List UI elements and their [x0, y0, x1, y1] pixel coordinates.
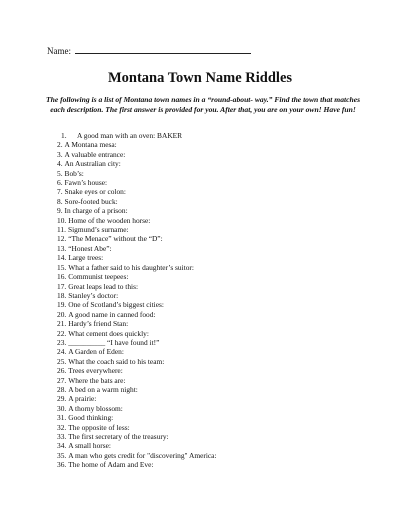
riddle-text: Snake eyes or colon:: [64, 187, 126, 197]
riddle-item: [57, 404, 217, 413]
riddle-list: [57, 131, 217, 470]
riddle-item: [57, 413, 217, 422]
riddle-text: The opposite of less:: [68, 422, 130, 432]
riddle-item: [57, 282, 217, 291]
riddle-item: [57, 423, 217, 432]
riddle-item: [57, 310, 217, 319]
riddle-number: 17.: [57, 281, 67, 291]
riddle-number: 13.: [57, 243, 67, 253]
riddle-item: [57, 376, 217, 385]
riddle-number: 25.: [57, 356, 67, 366]
riddle-item: [57, 272, 217, 281]
riddle-text: A Garden of Eden:: [68, 347, 124, 357]
riddle-number: 18.: [57, 290, 67, 300]
riddle-item: [57, 206, 217, 215]
riddle-number: 4.: [57, 159, 63, 169]
riddle-text: A thorny blossom:: [68, 403, 123, 413]
riddle-text: Stanley’s doctor:: [68, 290, 119, 300]
riddle-text: A good name in canned food:: [68, 309, 156, 319]
riddle-number: 21.: [57, 319, 67, 329]
riddle-number: 29.: [57, 394, 67, 404]
riddle-text: Hardy’s friend Stan:: [68, 319, 129, 329]
name-blank: [75, 45, 251, 54]
riddle-item: [57, 432, 217, 441]
riddle-text: A prairie:: [68, 394, 97, 404]
riddle-text: The first secretary of the treasury:: [68, 432, 169, 441]
riddle-text: Fawn’s house:: [64, 178, 108, 188]
riddle-text: What a father said to his daughter’s suitor:: [68, 262, 194, 272]
riddle-item: [57, 441, 217, 450]
riddle-text: A Montana mesa:: [64, 140, 117, 150]
riddle-number: 31.: [57, 413, 67, 423]
riddle-text: Large trees:: [68, 253, 104, 263]
riddle-item: [57, 187, 217, 196]
riddle-text: A good man with an oven: BAKER: [77, 131, 183, 140]
riddle-text: Good thinking:: [68, 413, 114, 423]
riddle-text: Home of the wooden horse:: [68, 215, 151, 225]
riddle-item: [57, 216, 217, 225]
riddle-number: 20.: [57, 309, 67, 319]
riddle-number: 33.: [57, 432, 67, 441]
riddle-text: In charge of a prison:: [64, 206, 128, 216]
riddle-item: [57, 140, 217, 149]
riddle-item: [57, 197, 217, 206]
riddle-text: An Australian city:: [64, 159, 121, 169]
riddle-number: 6.: [57, 178, 63, 188]
riddle-text: Trees everywhere:: [68, 366, 123, 376]
riddle-number: 36.: [57, 460, 67, 470]
riddle-text: Bob’s:: [64, 168, 84, 178]
riddle-text: Sigmund’s surname:: [67, 225, 129, 235]
riddle-number: 32.: [57, 422, 67, 432]
instructions: The following is a list of Montana town names in a “round-about- way.” Find the town that matches each description. The first answer is provided for you. After that, you are on your own! Have fun!: [45, 95, 361, 114]
riddle-text: __________ “I have found it!”: [68, 337, 160, 347]
riddle-number: 27.: [57, 375, 67, 385]
name-line: [47, 45, 251, 56]
riddle-text: Communist teepees:: [68, 272, 129, 282]
riddle-text: A man who gets credit for "discovering" America:: [68, 450, 217, 460]
riddle-number: 23.: [57, 337, 67, 347]
riddle-number: 3.: [57, 149, 63, 159]
riddle-number: 26.: [57, 366, 67, 376]
riddle-number: 5.: [57, 168, 63, 178]
riddle-text: A valuable entrance:: [64, 149, 126, 159]
riddle-number: 12.: [57, 234, 67, 244]
riddle-item: [57, 394, 217, 403]
riddle-text: Great leaps lead to this:: [68, 281, 139, 291]
riddle-number: 15.: [57, 262, 67, 272]
riddle-number: 24.: [57, 347, 67, 357]
riddle-text: What cement does quickly:: [68, 328, 149, 338]
riddle-text: One of Scotland’s biggest cities:: [68, 300, 164, 310]
riddle-number: 16.: [57, 272, 67, 282]
riddle-item: [57, 244, 217, 253]
riddle-item: [57, 263, 217, 272]
riddle-item: [57, 225, 217, 234]
riddle-number: 11.: [57, 225, 66, 235]
riddle-item: [57, 178, 217, 187]
riddle-text: A bed on a warm night:: [68, 384, 138, 394]
riddle-number: 22.: [57, 328, 67, 338]
riddle-number: 35.: [57, 450, 67, 460]
name-label: Name:: [47, 46, 71, 56]
riddle-text: The home of Adam and Eve:: [68, 460, 154, 470]
riddle-item: [57, 159, 217, 168]
riddle-number: 28.: [57, 384, 67, 394]
riddle-number: 7.: [57, 187, 63, 197]
riddle-item: [57, 329, 217, 338]
riddle-number: 9.: [57, 206, 63, 216]
riddle-item: [57, 253, 217, 262]
riddle-item: [57, 150, 217, 159]
riddle-number: 1.: [61, 131, 67, 140]
riddle-item: [57, 366, 217, 375]
riddle-item: [57, 300, 217, 309]
riddle-item: [57, 451, 217, 460]
riddle-item: [57, 338, 217, 347]
riddle-item: [57, 357, 217, 366]
riddle-item: [57, 234, 217, 243]
riddle-text: A small horse:: [68, 441, 111, 451]
riddle-number: 19.: [57, 300, 67, 310]
riddle-text: Where the bats are:: [68, 375, 126, 385]
riddle-item: [57, 460, 217, 469]
riddle-item: [57, 347, 217, 356]
riddle-number: 2.: [57, 140, 63, 150]
riddle-number: 30.: [57, 403, 67, 413]
riddle-item: [57, 169, 217, 178]
riddle-item: [57, 385, 217, 394]
riddle-number: 10.: [57, 215, 67, 225]
riddle-number: 14.: [57, 253, 67, 263]
page-title: Montana Town Name Riddles: [107, 70, 293, 86]
riddle-text: What the coach said to his team:: [68, 356, 165, 366]
riddle-number: 34.: [57, 441, 67, 451]
riddle-number: 8.: [57, 196, 63, 206]
riddle-text: “The Menace” without the “D”:: [68, 234, 163, 244]
riddle-text: Sore-footed buck:: [64, 196, 118, 206]
riddle-item: [57, 291, 217, 300]
riddle-text: “Honest Abe”:: [68, 243, 112, 253]
riddle-item: [57, 131, 217, 140]
riddle-item: [57, 319, 217, 328]
